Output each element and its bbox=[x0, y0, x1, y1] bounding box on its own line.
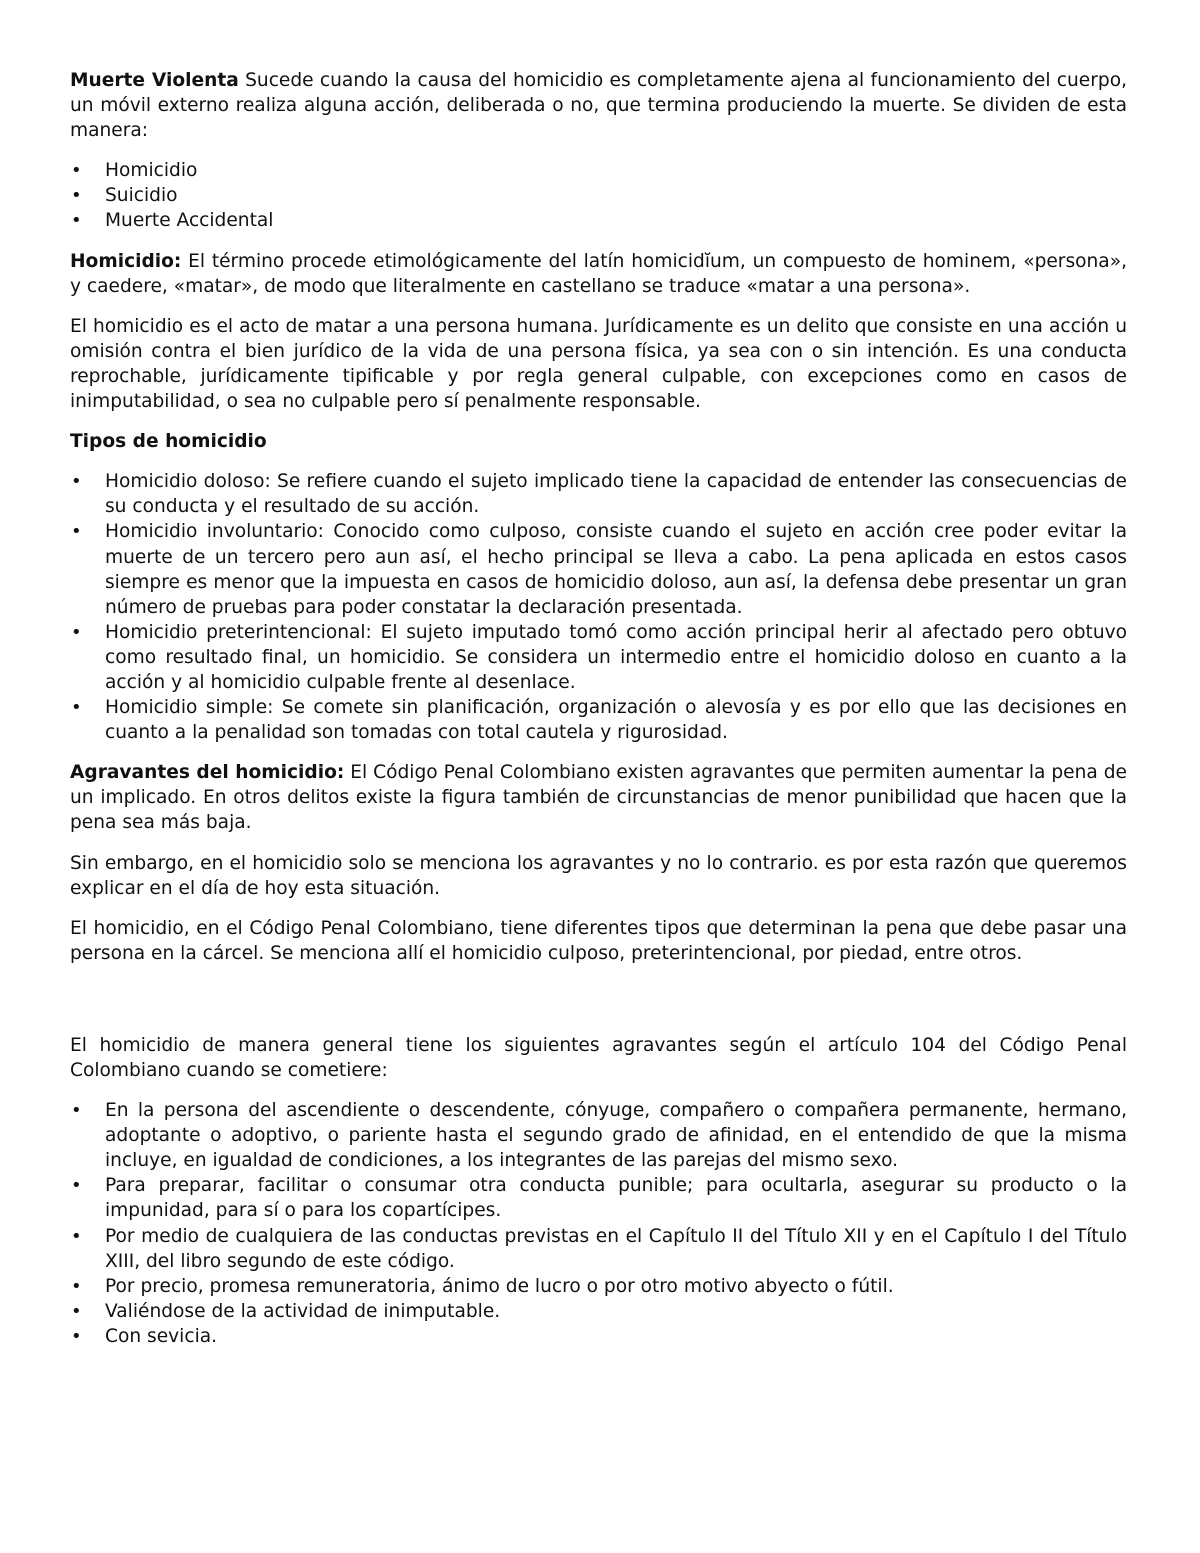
agravantes-list bbox=[70, 1098, 1127, 1349]
bullet-icon: • bbox=[71, 1100, 82, 1122]
bullet-icon: • bbox=[71, 471, 82, 493]
bullet-icon: • bbox=[71, 1300, 82, 1322]
muerte-violenta-text: Sucede cuando la causa del homicidio es completamente ajena al funcionamiento del cuerpo, un móvil externo realiza alguna acción, deliberada o no, que termina produciendo la muerte. Se dividen de esta manera: bbox=[70, 70, 1127, 142]
muerte-violenta-title: Muerte Violenta bbox=[70, 70, 239, 91]
bullet-icon: • bbox=[71, 1225, 82, 1247]
list-item: • Suicidio bbox=[70, 183, 1127, 208]
bullet-icon: • bbox=[71, 1275, 82, 1297]
agravantes-text: El Código Penal Colombiano existen agravantes que permiten aumentar la pena de un implicado. En otros delitos existe la figura también de circunstancias de menor punibilidad que hacen que la pena sea más baja. bbox=[70, 762, 1127, 834]
list-item: • Para preparar, facilitar o consumar otra conducta punible; para ocultarla, asegurar su producto o la impunidad, para sí o para los copartícipes. bbox=[71, 1175, 1127, 1222]
codigo-paragraph: El homicidio, en el Código Penal Colombiano, tiene diferentes tipos que determinan la pena que debe pasar una persona en la cárcel. Se menciona allí el homicidio culposo, preterintencional, por piedad, entre otros. bbox=[70, 917, 1127, 964]
list-item: • Con sevicia. bbox=[70, 1324, 1127, 1349]
bullet-icon: • bbox=[71, 697, 82, 719]
list-item: • Homicidio simple: Se comete sin planificación, organización o alevosía y es por ello que las decisiones en cuanto a la penalidad son tomadas con total cautela y rigurosidad. bbox=[71, 697, 1127, 744]
bullet-icon: • bbox=[71, 621, 82, 643]
bullet-icon: • bbox=[71, 160, 82, 182]
list-item: • En la persona del ascendiente o descendente, cónyuge, compañero o compañera permanente, hermano, adoptante o adoptivo, o pariente hasta el segundo grado de afinidad, en el entendido de que la misma incluye, en igualdad de condiciones, a los integrantes de las parejas del mismo sexo. bbox=[71, 1100, 1127, 1172]
death-types-list bbox=[70, 158, 1127, 233]
bullet-icon: • bbox=[71, 521, 82, 543]
list-item: • Homicidio involuntario: Conocido como culposo, consiste cuando el sujeto en acción cree poder evitar la muerte de un tercero pero aun así, el hecho principal se lleva a cabo. La pena aplicada en estos casos siempre es menor que la impuesta en casos de homicidio doloso, aun así, la defensa debe presentar un gran número de pruebas para poder constatar la declaración presentada. bbox=[71, 521, 1127, 618]
muerte-violenta-paragraph bbox=[70, 68, 1127, 143]
list-item: • Homicidio bbox=[70, 158, 1127, 183]
bullet-icon: • bbox=[71, 210, 82, 232]
bullet-icon: • bbox=[71, 1175, 82, 1197]
homicidio-paragraph: El homicidio es el acto de matar a una persona humana. Jurídicamente es un delito que consiste en una acción u omisión contra el bien jurídico de la vida de una persona física, ya sea con o sin intención. Es una conducta reprochable, jurídicamente tipificable y por regla general culpable, con excepciones como en casos de inimputabilidad, o sea no culpable pero sí penalmente responsable. bbox=[70, 315, 1127, 413]
homicidio-definition-paragraph bbox=[70, 249, 1127, 299]
list-item: • Homicidio preterintencional: El sujeto imputado tomó como acción principal herir al afectado pero obtuvo como resultado final, un homicidio. Se considera un intermedio entre el homicidio doloso en cuanto a la acción y al homicidio culpable frente al desenlace. bbox=[71, 621, 1127, 693]
homicidio-definition-text: El término procede etimológicamente del latín homicidĭum, un compuesto de hominem, «persona», y caedere, «matar», de modo que literalmente en castellano se traduce «matar a una persona». bbox=[70, 250, 1127, 297]
tipos-heading: Tipos de homicidio bbox=[70, 431, 267, 453]
agravantes-title: Agravantes del homicidio: bbox=[70, 762, 345, 784]
agravantes-paragraph bbox=[70, 760, 1127, 835]
general-paragraph: El homicidio de manera general tiene los siguientes agravantes según el artículo 104 del Código Penal Colombiano cuando se cometiere: bbox=[70, 1034, 1127, 1081]
bullet-icon: • bbox=[71, 1325, 82, 1347]
list-item: • Valiéndose de la actividad de inimputable. bbox=[70, 1299, 1127, 1324]
blank-line bbox=[70, 981, 1127, 1033]
document-page bbox=[70, 68, 1127, 1364]
list-item: • Muerte Accidental bbox=[70, 208, 1127, 233]
list-item: • Homicidio doloso: Se refiere cuando el sujeto implicado tiene la capacidad de entender las consecuencias de su conducta y el resultado de su acción. bbox=[71, 471, 1127, 518]
list-item: • Por medio de cualquiera de las conductas previstas en el Capítulo II del Título XII y en el Capítulo I del Título XIII, del libro segundo de este código. bbox=[71, 1225, 1127, 1272]
list-item: • Por precio, promesa remuneratoria, ánimo de lucro o por otro motivo abyecto o fútil. bbox=[70, 1274, 1127, 1299]
homicidio-title: Homicidio: bbox=[70, 250, 182, 272]
sin-embargo-paragraph: Sin embargo, en el homicidio solo se menciona los agravantes y no lo contrario. es por esta razón que queremos explicar en el día de hoy esta situación. bbox=[70, 852, 1127, 899]
bullet-icon: • bbox=[71, 185, 82, 207]
tipos-list bbox=[70, 469, 1127, 745]
